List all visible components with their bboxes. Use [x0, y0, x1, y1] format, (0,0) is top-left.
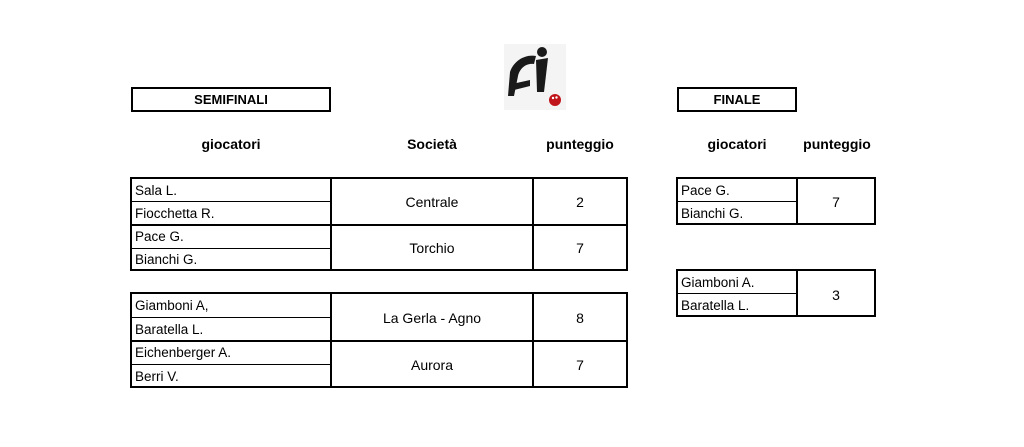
player-name: Pace G.: [135, 229, 184, 244]
score-cell: 3: [832, 287, 840, 303]
societa-cell: Torchio: [409, 240, 455, 256]
finale-title: FINALE: [677, 87, 797, 112]
player-name: Giamboni A,: [135, 298, 209, 313]
semifinali-title: SEMIFINALI: [131, 87, 331, 112]
player-name: Fiocchetta R.: [135, 206, 215, 221]
societa-cell: La Gerla - Agno: [382, 310, 482, 326]
bowling-logo-icon: [504, 44, 566, 110]
semifinali-table-2: [130, 292, 628, 388]
player-name: Sala L.: [135, 183, 178, 198]
player-name: Eichenberger A.: [135, 345, 232, 360]
player-name: Baratella L.: [681, 298, 750, 313]
player-name: Berri V.: [135, 369, 179, 384]
player-name: Bianchi G.: [681, 206, 744, 221]
finale-header-giocatori: giocatori: [707, 136, 767, 152]
player-name: Bianchi G.: [135, 252, 198, 267]
finale-table-1: [676, 177, 876, 225]
score-cell: 7: [832, 194, 840, 210]
player-name: Pace G.: [681, 183, 730, 198]
societa-cell: Aurora: [410, 357, 454, 373]
player-name: Giamboni A.: [681, 275, 755, 290]
player-name: Baratella L.: [135, 322, 204, 337]
score-cell: 7: [576, 357, 584, 373]
header-societa: Società: [407, 136, 457, 152]
score-cell: 8: [576, 310, 584, 326]
finale-table-2: [676, 269, 876, 317]
finale-header-punteggio: punteggio: [803, 136, 871, 152]
societa-cell: Centrale: [405, 194, 459, 210]
score-cell: 7: [576, 240, 584, 256]
score-cell: 2: [576, 194, 584, 210]
header-giocatori: giocatori: [201, 136, 261, 152]
header-punteggio: punteggio: [546, 136, 614, 152]
semifinali-table-1: [130, 177, 628, 271]
